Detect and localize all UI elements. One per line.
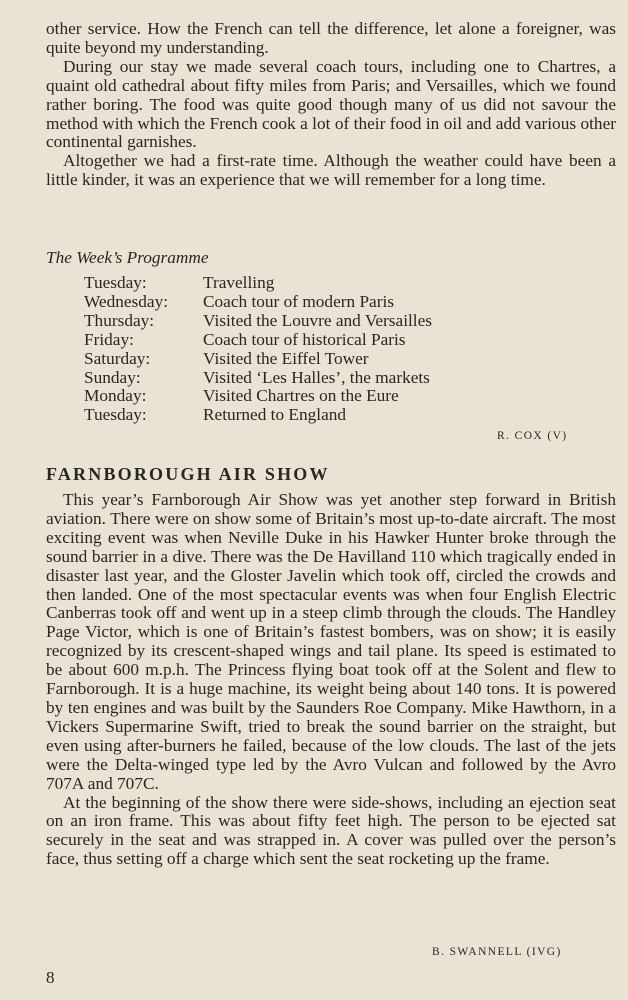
intro-paragraph-3: Altogether we had a first-rate time. Although the weather could have been a little kinder, it was an experience that we will remember for a long time.: [46, 151, 616, 190]
article-text: [46, 491, 616, 869]
programme-activity: Visited ‘Les Halles’, the markets: [203, 367, 430, 387]
programme-row: [84, 331, 432, 350]
programme-row: [84, 350, 432, 369]
programme-day: Tuesday:: [84, 273, 147, 292]
programme-day: Tuesday:: [84, 405, 147, 425]
programme-day: Thursday:: [84, 310, 155, 330]
programme-row: [84, 387, 432, 406]
article-paragraph-2: At the beginning of the show there were side-shows, including an ejection seat on an iron frame. This was about fifty feet high. The person to be ejected sat securely in the seat and was strapped in. A cover was pulled over the person’s face, thus setting off a charge which sent the seat rocketing up the frame.: [46, 792, 616, 869]
programme-activity: Coach tour of modern Paris: [203, 291, 395, 311]
article-title: FARNBOROUGH AIR SHOW: [46, 464, 330, 484]
programme-activity: Returned to England: [203, 405, 347, 425]
programme-signature: R. COX (V): [497, 430, 568, 442]
programme-day: Friday:: [84, 329, 134, 349]
intro-paragraph-2: During our stay we made several coach tours, including one to Chartres, a quaint old cathedral about fifty miles from Paris; and Versailles, which we found rather boring. The food was quite good though many of us did not savour the method with which the French cook a lot of their food in oil and add various other continental garnishes.: [46, 56, 616, 152]
programme-day: Wednesday:: [84, 291, 169, 311]
programme-row: [84, 369, 432, 388]
article-paragraph-1: This year’s Farnborough Air Show was yet another step forward in British aviation. There were on show some of Britain’s most up-to-date aircraft. The most exciting event was when Neville Duke in his Hawker Hunter broke through the sound barrier in a dive. There was the De Havilland 110 which tragically ended in disaster last year, and the Gloster Javelin which took off, circled the crowds and then landed. One of the most spectacular events was when four English Electric Canberras took off and went up in a steep climb through the clouds. The Handley Page Victor, which is one of Britain’s fastest bombers, was on show; it is easily recognized by its crescent-shaped wings and tail plane. Its speed is estimated to be about 600 m.p.h. The Princess flying boat took off at the Solent and flew to Farnborough. It is a huge machine, its weight being about 140 tons. It is powered by ten engines and was built by the Saunders Roe Company. Mike Hawthorn, in a Vickers Supermarine Swift, tried to break the sound barrier on the straight, but even using after-burners he failed, because of the low clouds. The last of the jets were the Delta-winged type led by the Avro Vulcan and followed by the Avro 707A and 707C.: [46, 490, 616, 793]
programme-activity: Visited the Eiffel Tower: [203, 348, 369, 368]
programme-day: Monday:: [84, 386, 147, 406]
article-signature: B. SWANNELL (IVG): [432, 946, 562, 958]
programme-activity: Visited the Louvre and Versailles: [203, 310, 433, 330]
intro-text: [46, 20, 616, 190]
programme-activity: Visited Chartres on the Eure: [203, 386, 399, 406]
programme-heading: The Week’s Programme: [46, 248, 209, 267]
programme-day: Saturday:: [84, 348, 151, 368]
intro-paragraph-1: other service. How the French can tell the difference, let alone a foreigner, was quite beyond my understanding.: [46, 19, 616, 57]
programme-list: [84, 274, 432, 425]
programme-activity: Coach tour of historical Paris: [203, 329, 406, 349]
programme-row: [84, 406, 432, 425]
programme-row: [84, 312, 432, 331]
page-number: 8: [46, 968, 55, 987]
programme-row: [84, 293, 432, 312]
programme-activity: Travelling: [203, 273, 275, 292]
programme-day: Sunday:: [84, 367, 141, 387]
programme-row: [84, 274, 432, 293]
